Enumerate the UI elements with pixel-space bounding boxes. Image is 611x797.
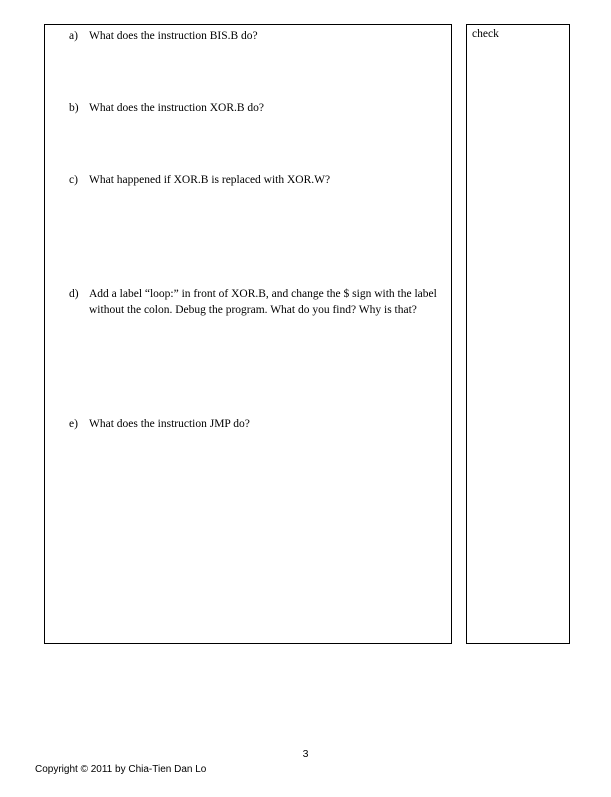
- check-column: [466, 24, 570, 644]
- question-letter: d): [69, 288, 79, 300]
- question-letter: c): [69, 174, 78, 186]
- question-text: What does the instruction XOR.B do?: [89, 102, 265, 114]
- question-letter: e): [69, 418, 78, 430]
- question-letter: b): [69, 102, 79, 114]
- question-text: What happened if XOR.B is replaced with XOR.W?: [89, 174, 331, 186]
- question-d: [69, 286, 449, 318]
- copyright-notice: Copyright © 2011 by Chia-Tien Dan Lo: [35, 764, 207, 775]
- questions-panel: [44, 24, 452, 644]
- question-text: What does the instruction BIS.B do?: [89, 30, 258, 42]
- question-e: [69, 416, 449, 432]
- page-number: 3: [302, 748, 309, 760]
- question-text: What does the instruction JMP do?: [89, 418, 250, 430]
- table-bottom-rule-left: [44, 643, 452, 644]
- question-text: Add a label “loop:” in front of XOR.B, and change the $ sign with the label without the colon. Debug the program. What do you find? Why is that?: [89, 288, 437, 316]
- table-bottom-rule-right: [466, 643, 570, 644]
- question-b: [69, 100, 449, 116]
- question-letter: a): [69, 30, 78, 42]
- question-a: [69, 28, 449, 44]
- question-c: [69, 172, 449, 188]
- check-header: check: [472, 28, 499, 40]
